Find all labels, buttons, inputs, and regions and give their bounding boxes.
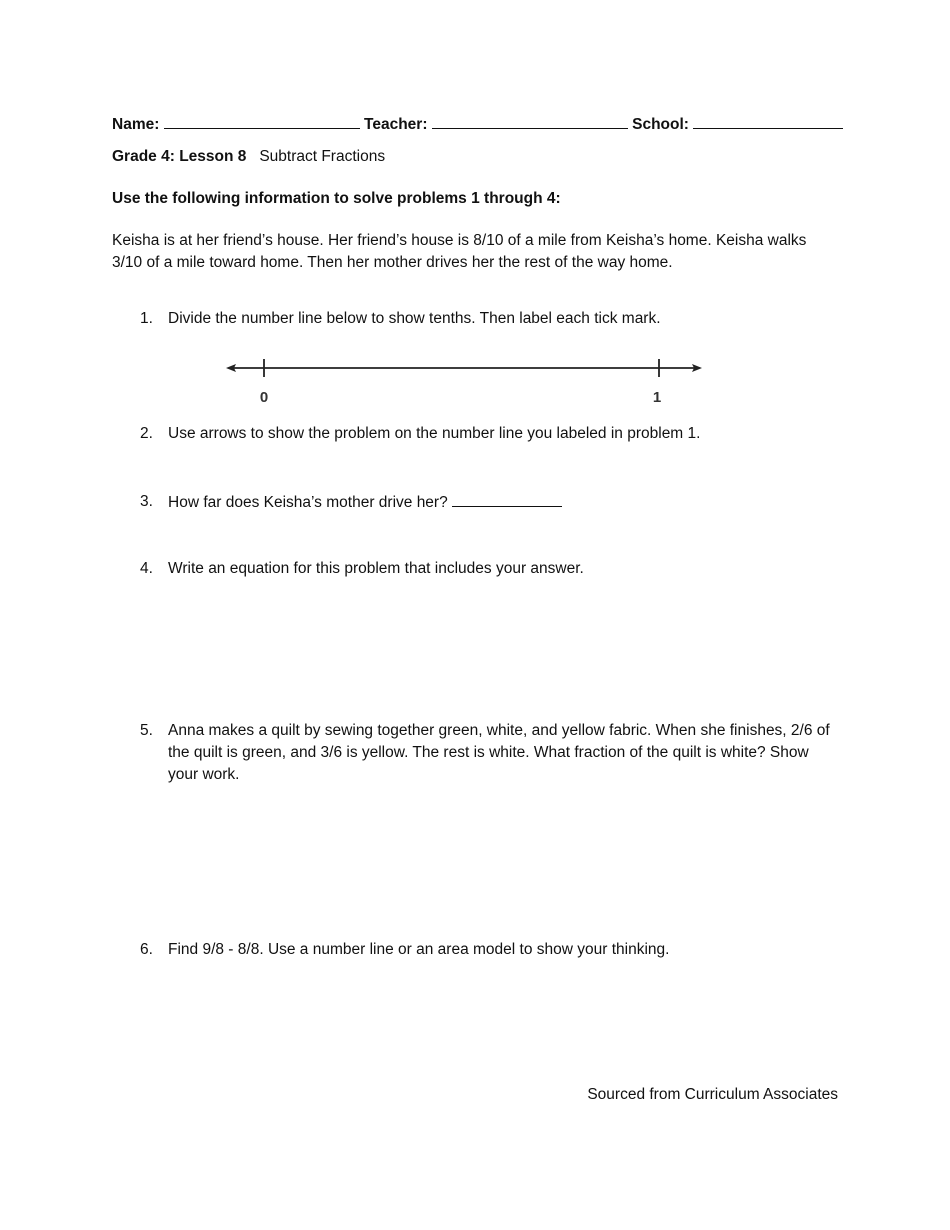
question-2-text: Use arrows to show the problem on the number line you labeled in problem 1. xyxy=(168,425,701,442)
source-footer: Sourced from Curriculum Associates xyxy=(587,1086,838,1103)
header-row xyxy=(112,113,843,134)
question-3-text: How far does Keisha’s mother drive her? xyxy=(168,494,448,511)
teacher-field[interactable] xyxy=(432,113,628,129)
school-label: School: xyxy=(632,116,689,133)
question-4-text: Write an equation for this problem that includes your answer. xyxy=(168,560,584,577)
question-6-text: Find 9/8 - 8/8. Use a number line or an area model to show your thinking. xyxy=(168,941,670,958)
instructions: Use the following information to solve problems 1 through 4: xyxy=(112,190,561,207)
name-label: Name: xyxy=(112,116,160,133)
story-paragraph: Keisha is at her friend’s house. Her friend’s house is 8/10 of a mile from Keisha’s home. Keisha walks 3/10 of a mile toward home. Then her mother drives her the rest of the way home. xyxy=(112,232,807,271)
label-zero: 0 xyxy=(259,389,269,406)
question-5-text: Anna makes a quilt by sewing together green, white, and yellow fabric. When she finishes, 2/6 of the quilt is green, and 3/6 is yellow. The rest is white. What fraction of the quilt is white? Show your work. xyxy=(168,722,830,783)
answer-3-field[interactable] xyxy=(452,491,562,507)
lesson-title: Subtract Fractions xyxy=(259,148,386,165)
question-6-number: 6. xyxy=(140,941,153,958)
lesson-heading xyxy=(112,148,385,166)
question-3-body xyxy=(168,491,830,514)
label-one: 1 xyxy=(652,389,662,406)
question-3-number: 3. xyxy=(140,493,153,510)
teacher-label: Teacher: xyxy=(364,116,428,133)
name-field[interactable] xyxy=(164,113,360,129)
question-1-text: Divide the number line below to show tenths. Then label each tick mark. xyxy=(168,310,661,327)
question-4-number: 4. xyxy=(140,560,153,577)
question-5-number: 5. xyxy=(140,722,153,739)
question-1-number: 1. xyxy=(140,310,153,327)
number-line[interactable] xyxy=(220,352,710,408)
school-field[interactable] xyxy=(693,113,843,129)
question-2-number: 2. xyxy=(140,425,153,442)
grade-lesson: Grade 4: Lesson 8 xyxy=(112,148,247,165)
